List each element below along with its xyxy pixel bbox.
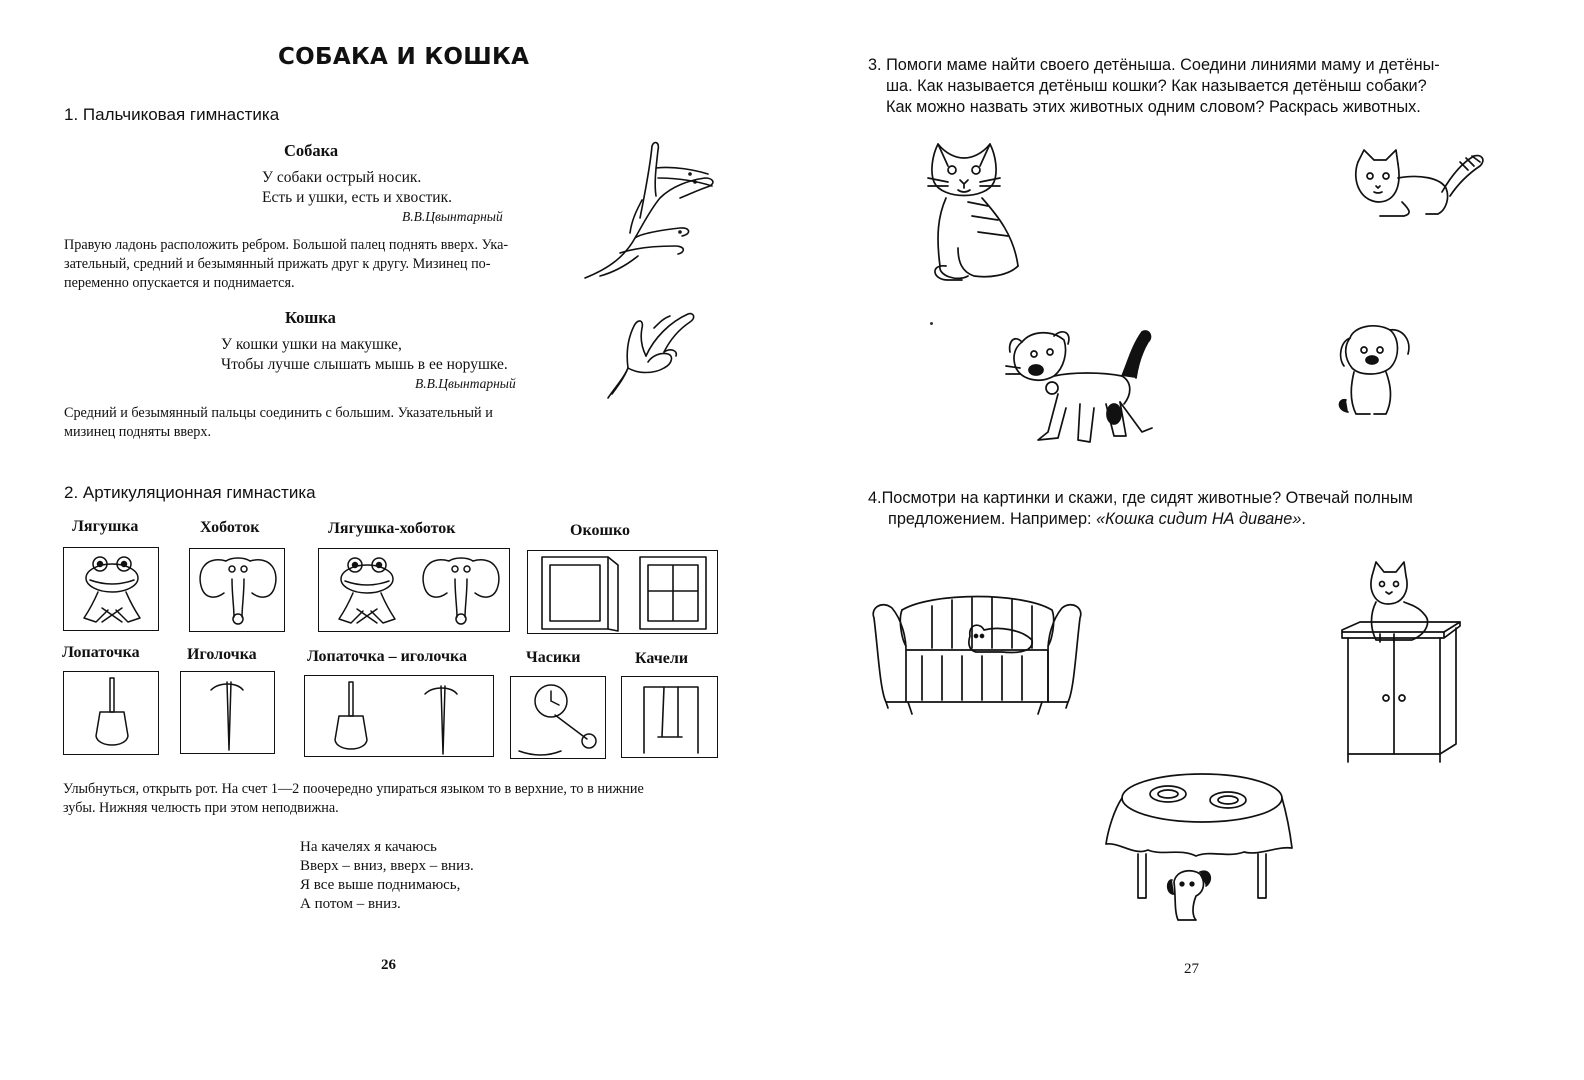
frog-and-elephant-icon [319,549,511,633]
label-trunk: Хоботок [200,519,260,536]
instruction-line: Улыбнуться, открыть рот. На счет 1—2 поочередно упираться языком то в верхние, то в нижние [63,781,644,797]
swing-poem-line: На качелях я качаюсь [300,839,437,855]
frog-trunk-exercise-card [318,548,510,632]
clock-pendulum-icon [511,677,607,760]
dog-poem-line: Есть и ушки, есть и хвостик. [262,189,452,206]
hand-cat-illustration [598,308,708,403]
task-line [868,509,1528,530]
spatula-and-needle-icon [305,676,495,758]
label-spatula: Лопаточка [62,644,140,661]
spatula-icon [64,672,160,756]
task-example-end: . [1301,510,1306,528]
label-needle: Иголочка [187,646,257,663]
dog-poem-title: Собака [284,141,339,160]
puppy-illustration [1330,318,1420,418]
instruction-line: переменно опускается и поднимается. [64,275,295,291]
cat-poem [221,308,571,394]
cat-poem-line: Чтобы лучше слышать мышь в ее норушке. [221,356,508,373]
spatula-needle-exercise-card [304,675,494,757]
task-line: 4.Посмотри на картинки и скажи, где сидят животные? Отвечай полным [868,489,1413,507]
frog-face-icon [64,548,160,632]
dog-poem [262,141,562,227]
task-example-lead: предложением. Например: [888,510,1097,528]
cat-instruction [64,404,574,442]
frog-exercise-card [63,547,159,631]
task-line: ша. Как называется детёныш кошки? Как называется детёныш собаки? [886,77,1427,95]
label-spatula-needle: Лопаточка – иголочка [307,648,467,665]
window-icon [528,551,719,635]
page-title: СОБАКА И КОШКА [278,44,530,70]
section-articulation-gymnastics: 2. Артикуляционная гимнастика [64,483,316,502]
section-finger-gymnastics: 1. Пальчиковая гимнастика [64,105,280,124]
swing-poem-line: А потом – вниз. [300,896,401,912]
dog-poem-author: В.В.Цвынтарный [402,209,503,224]
hand-dog-illustration [580,138,720,288]
needle-icon [181,672,276,755]
cat-poem-title: Кошка [285,308,336,327]
swing-poem [300,838,474,914]
task-line: 3. Помоги маме найти своего детёныша. Соедини линиями маму и детёны- [868,56,1440,74]
task-4-text [868,488,1528,530]
cat-poem-line: У кошки ушки на макушке, [221,336,402,353]
label-window: Окошко [570,522,630,539]
cat-adult-illustration [918,136,1038,286]
swing-poem-line: Я все выше поднимаюсь, [300,877,461,893]
instruction-line: зательный, средний и безымянный прижать друг к другу. Мизинец по- [64,256,491,272]
page-number-right: 27 [1184,961,1199,977]
label-frog: Лягушка [72,518,139,535]
elephant-face-icon [190,549,286,633]
stray-mark [930,322,933,325]
instruction-line: Правую ладонь расположить ребром. Большой палец поднять вверх. Ука- [64,237,509,253]
articulation-instruction [63,780,743,818]
cat-poem-author: В.В.Цвынтарный [415,376,516,391]
label-swing: Качели [635,650,689,667]
needle-exercise-card [180,671,275,754]
spatula-exercise-card [63,671,159,755]
page-number-left: 26 [381,957,396,973]
instruction-line: зубы. Нижняя челюсть при этом неподвижна. [63,800,339,816]
trunk-exercise-card [189,548,285,632]
dog-instruction [64,236,574,293]
label-clock: Часики [526,649,581,666]
cabinet-with-cat-illustration [1336,558,1466,768]
swing-poem-line: Вверх – вниз, вверх – вниз. [300,858,474,874]
dog-adult-illustration [1002,322,1162,452]
clock-exercise-card [510,676,606,759]
task-3-text [868,55,1528,118]
swing-icon [622,677,719,759]
task-example-italic: «Кошка сидит НА диване» [1096,510,1302,528]
dog-poem-line: У собаки острый носик. [262,169,422,186]
table-with-puppy-illustration [1100,770,1310,930]
task-line: Как можно назвать этих животных одним словом? Раскрась животных. [886,98,1421,116]
swing-exercise-card [621,676,718,758]
kitten-illustration [1350,148,1490,228]
instruction-line: мизинец подняты вверх. [64,424,212,440]
instruction-line: Средний и безымянный пальцы соединить с большим. Указательный и [64,405,493,421]
sofa-with-cat-illustration [872,590,1082,730]
label-frog-trunk: Лягушка-хоботок [328,520,456,537]
window-exercise-card [527,550,718,634]
